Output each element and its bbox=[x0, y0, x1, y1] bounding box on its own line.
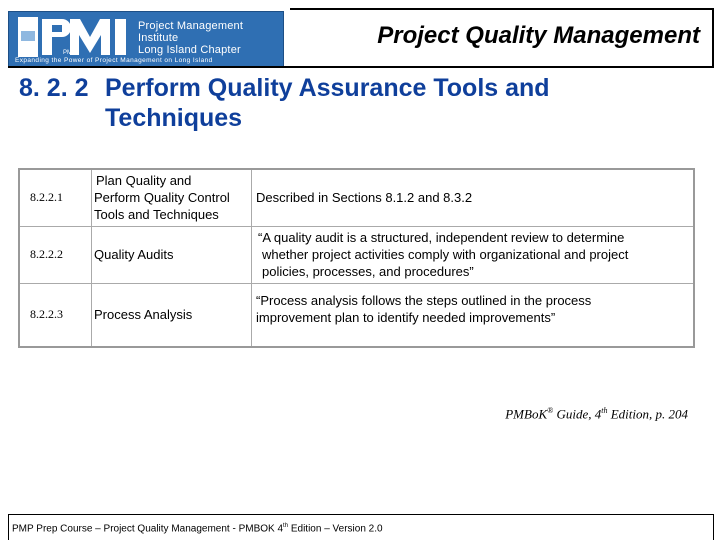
row-description bbox=[252, 226, 695, 283]
table-row bbox=[19, 226, 694, 283]
table-row bbox=[19, 169, 694, 226]
row-desc-line: policies, processes, and procedures” bbox=[262, 264, 474, 279]
footer-suffix: Edition – Version 2.0 bbox=[288, 523, 383, 535]
row-name bbox=[92, 169, 252, 226]
citation-middle: Guide, 4 bbox=[553, 406, 602, 422]
row-number: 8.2.2.3 bbox=[19, 283, 92, 347]
footer-text bbox=[12, 523, 383, 534]
footer-rule-right bbox=[713, 514, 714, 540]
citation-registered: ® bbox=[547, 406, 554, 415]
footer-ordinal: th bbox=[283, 523, 289, 529]
citation-ordinal: th bbox=[601, 406, 608, 415]
header-title: Project Quality Management bbox=[377, 22, 700, 49]
pmi-logo-mark bbox=[18, 17, 130, 57]
footer-rule-left bbox=[8, 514, 9, 540]
logo-letters: PMI bbox=[63, 50, 74, 56]
footer-prefix: PMP Prep Course – Project Quality Management - PMBOK 4 bbox=[12, 523, 284, 535]
tools-table bbox=[18, 168, 695, 348]
row-number: 8.2.2.1 bbox=[19, 169, 92, 226]
org-name bbox=[138, 20, 283, 56]
pmi-logo bbox=[8, 11, 284, 67]
org-tagline: Expanding the Power of Project Management on Long Island bbox=[15, 57, 213, 64]
section-title-line1: Perform Quality Assurance Tools and bbox=[105, 74, 550, 102]
row-desc-line: “Process analysis follows the steps outlined in the process bbox=[256, 292, 592, 308]
header-rule-top bbox=[290, 8, 714, 10]
row-name-line: Quality Audits bbox=[94, 247, 174, 262]
citation bbox=[440, 406, 688, 422]
row-desc-line: improvement plan to identify needed improvements” bbox=[256, 309, 556, 325]
row-description bbox=[252, 169, 695, 226]
citation-prefix: PMBoK bbox=[505, 406, 548, 422]
row-number: 8.2.2.2 bbox=[19, 226, 92, 283]
org-name-line1: Project Management Institute bbox=[138, 20, 244, 44]
row-desc-line: Described in Sections 8.1.2 and 8.3.2 bbox=[256, 190, 473, 206]
section-title-line2: Techniques bbox=[105, 104, 243, 132]
header-rule-bottom bbox=[8, 66, 714, 68]
footer-rule-top bbox=[8, 514, 714, 515]
citation-suffix: Edition, p. 204 bbox=[607, 406, 688, 422]
row-name-line: Plan Quality and bbox=[96, 173, 192, 189]
row-name-line: Process Analysis bbox=[94, 307, 193, 323]
section-number: 8. 2. 2 bbox=[19, 74, 89, 102]
section-heading bbox=[19, 73, 659, 133]
org-name-line2: Long Island Chapter bbox=[138, 44, 241, 56]
row-desc-line: “A quality audit is a structured, independent review to determine bbox=[258, 230, 625, 245]
row-name-line: Perform Quality Control bbox=[94, 190, 230, 206]
header-rule-right bbox=[712, 8, 714, 68]
row-desc-line: whether project activities comply with organizational and project bbox=[262, 247, 629, 262]
row-description bbox=[252, 283, 695, 347]
row-name bbox=[92, 283, 252, 347]
row-name bbox=[92, 226, 252, 283]
row-name-line: Tools and Techniques bbox=[94, 207, 219, 223]
table-row bbox=[19, 283, 694, 347]
